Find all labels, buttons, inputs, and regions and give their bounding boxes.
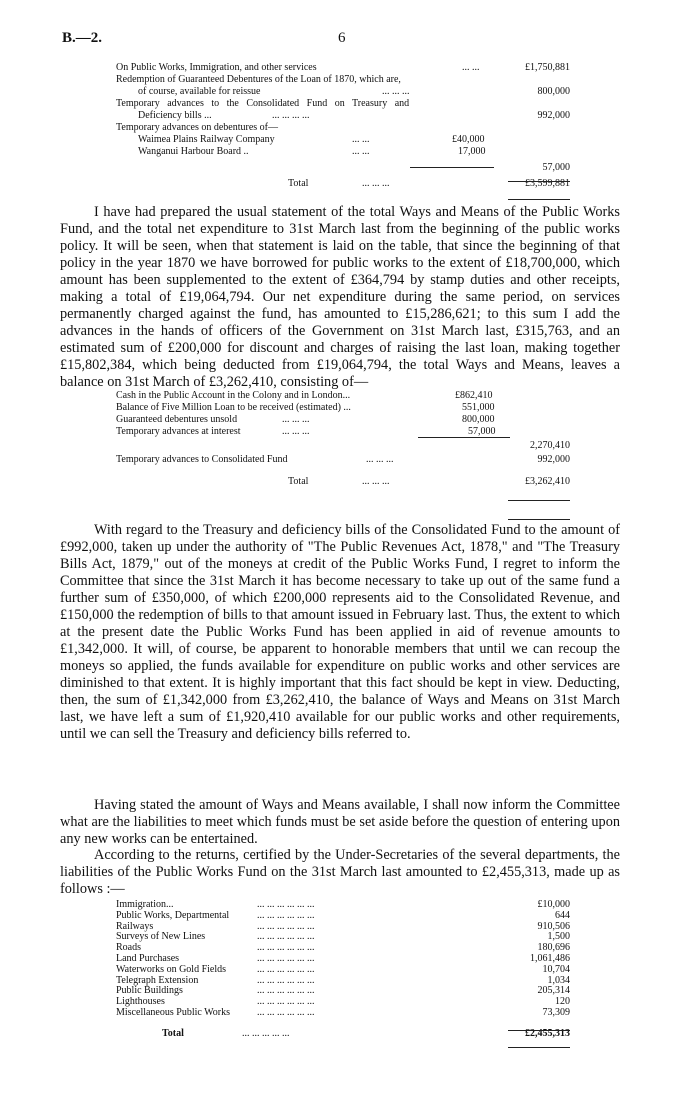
table-row: Balance of Five Million Loan to be received (estimated) ... 551,000 <box>116 402 495 413</box>
total-underline <box>508 1047 570 1048</box>
subtotal-rule <box>418 437 510 438</box>
table-row: Roads ... ... ... ... ... ... 180,696 <box>116 942 570 954</box>
page-number: 6 <box>338 30 346 46</box>
table-total-row: Total ... ... ... £3,262,410 <box>288 476 570 487</box>
table-row: Temporary advances on debentures of— <box>116 122 279 133</box>
balance-table <box>112 390 582 487</box>
table-row: Railways ... ... ... ... ... ... 910,506 <box>116 920 570 932</box>
table-row: Temporary advances to Consolidated Fund ... ... ... 992,000 <box>116 454 570 465</box>
table-row: Miscellaneous Public Works ... ... ... ... ... ... 73,309 <box>116 1006 570 1018</box>
table-row: Redemption of Guaranteed Debentures of the Loan of 1870, which are, <box>116 74 401 85</box>
paragraph-ways-and-means: I have had prepared the usual statement of the total Ways and Means of the Public Works Fund, and the total net expenditure to 31st March last from the beginning of the public works policy. It will be seen, when that statement is laid on the table, that since the beginning of that policy in the year 1870 we have borrowed for public works to the extent of £18,700,000, which amount has been supplemented to the extent of £364,794 by stamp duties and other receipts, making a total of £19,064,794. Our net expenditure during the same period, on services permanently charged against the fund, has amounted to £15,286,621; to this sum I add the advances in the hands of officers of the Government on 31st March last, £315,763, and an estimated sum of £200,000 for discount and charges of raising the last loan, making together £15,802,384, which being deducted from £19,064,794, the total Ways and Means, leaves a balance on 31st March of £3,262,410, consisting of— <box>60 204 620 390</box>
table-row: Guaranteed debentures unsold ... ... ... 800,000 <box>116 414 495 425</box>
report-reference: B.—2. <box>62 30 103 46</box>
total-rule <box>508 500 570 501</box>
paragraph-treasury-bills: With regard to the Treasury and deficiency bills of the Consolidated Fund to the amount of £992,000, taken up under the authority of "The Public Revenues Act, 1878," and "The Treasury Bills Act, 1879," out of the moneys at credit of the Public Works Fund, I regret to inform the Committee that since the 31st March it has become necessary to take up out of the same fund a further sum of £350,000, of which £200,000 represents aid to the Consolidated Revenue, and £150,000 the redemption of bills to that amount issued in February last. Thus, the extent to which at the present date the Public Works Fund has been applied in aid of revenue amounts to £1,342,000. It will, of course, be apparent to honorable members that until we can recoup the moneys so applied, the funds available for expenditure on public works and other services are diminished to that extent. It is highly important that this fact should be kept in view. Deducting, then, the sum of £1,342,000 from £3,262,410, the balance of Ways and Means on 31st March last, we have left a sum of £1,920,410 available for our public works and other requirements, until we can sell the Treasury and deficiency bills referred to. <box>60 522 620 742</box>
total-underline <box>508 519 570 520</box>
table-row: Surveys of New Lines ... ... ... ... ... ... 1,500 <box>116 931 570 943</box>
table-row: Public Buildings ... ... ... ... ... ... 205,314 <box>116 985 570 997</box>
table-row: Waimea Plains Railway Company ... ... £40,000 <box>138 134 485 145</box>
liabilities-table <box>112 899 582 1039</box>
table-row: Telegraph Extension ... ... ... ... ... ... 1,034 <box>116 974 570 986</box>
paragraph-liabilities-intro: Having stated the amount of Ways and Means available, I shall now inform the Committee what are the liabilities to meet which funds must be set aside before the question of entering upon any new works can be entertained. <box>60 797 620 847</box>
table-row: Public Works, Departmental ... ... ... ... ... ... 644 <box>116 909 570 921</box>
table-row: On Public Works, Immigration, and other services ... ... £1,750,881 <box>116 62 570 73</box>
table-row: Immigration... ... ... ... ... ... ... £10,000 <box>116 899 570 910</box>
table-total-row: Total ... ... ... £3,599,881 <box>288 178 570 189</box>
table-row: Deficiency bills ... ... ... ... ... 992,000 <box>138 110 570 121</box>
subtotal-rule <box>410 167 494 168</box>
table-total-row: Total ... ... ... ... ... £2,455,313 <box>162 1027 570 1039</box>
table-row: Lighthouses ... ... ... ... ... ... 120 <box>116 996 570 1008</box>
table-row: of course, available for reissue ... ... ... 800,000 <box>138 86 570 97</box>
table-row: Wanganui Harbour Board .. ... ... 17,000 <box>138 146 486 157</box>
table-row: Cash in the Public Account in the Colony and in London... £862,410 <box>116 390 493 401</box>
table-row: Temporary advances to the Consolidated Fund on Treasury and <box>116 98 410 109</box>
total-rule <box>508 181 570 182</box>
table-row: 2,270,410 <box>530 440 570 451</box>
table-row: Temporary advances at interest ... ... ... 57,000 <box>116 426 496 437</box>
table-row: Land Purchases ... ... ... ... ... ... 1,061,486 <box>116 952 570 964</box>
total-underline <box>508 199 570 200</box>
table-row: Waterworks on Gold Fields ... ... ... ... ... ... 10,704 <box>116 963 570 975</box>
expenditure-table <box>112 62 582 189</box>
table-row: 57,000 <box>542 162 570 173</box>
total-rule <box>508 1030 570 1031</box>
paragraph-returns: According to the returns, certified by the Under-Secretaries of the several departments, the liabilities of the Public Works Fund on the 31st March last amounted to £2,455,313, made up as follows :— <box>60 847 620 897</box>
